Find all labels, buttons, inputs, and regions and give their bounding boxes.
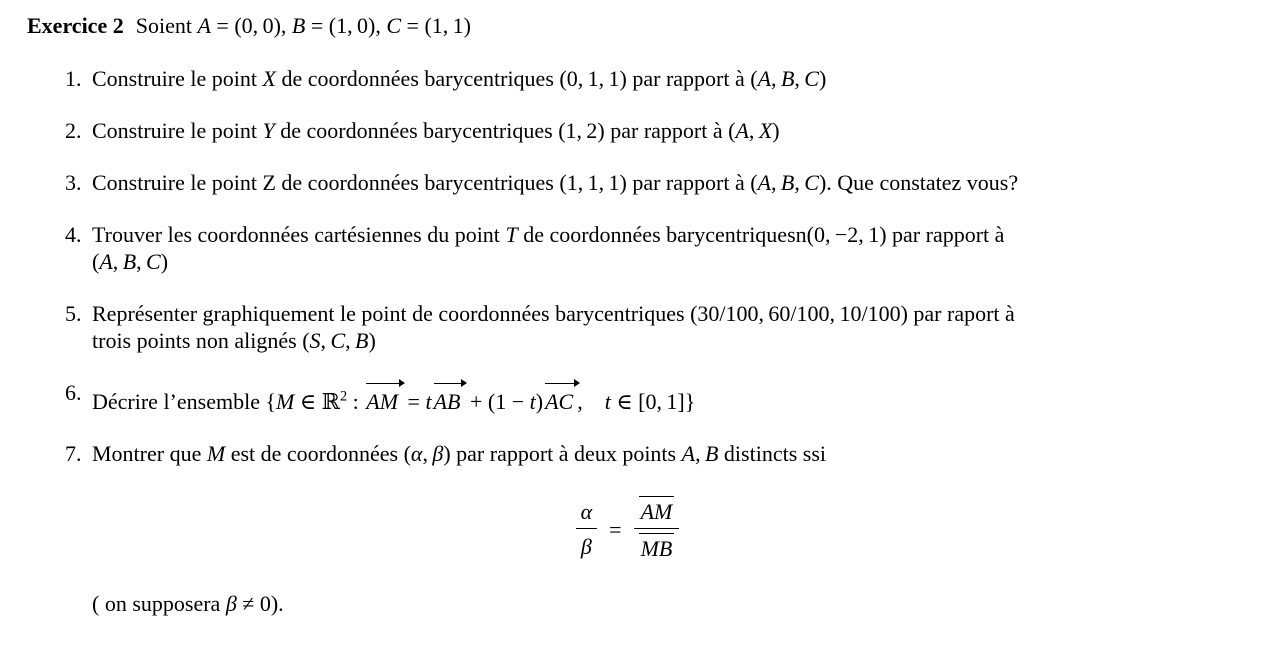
exercise-item-2: [65, 117, 1235, 144]
displayed-equation: [65, 496, 1190, 562]
item-text: Montrer que M est de coordonnées (α, β) par rapport à deux points A, B distincts ssi: [92, 441, 826, 466]
exercise-title: Exercice 2: [27, 13, 124, 38]
vector-arrow-notation: AM: [365, 388, 401, 415]
header-statement: Soient A = (0, 0), B = (1, 0), C = (1, 1): [135, 13, 471, 38]
exercise-item-5: [65, 300, 1235, 354]
item-text: Construire le point X de coordonnées barycentriques (0, 1, 1) par rapport à (A, B, C): [92, 66, 827, 91]
superscript: 2: [339, 388, 348, 405]
exercise-item-1: [65, 65, 1235, 92]
exercise-list: [65, 65, 1235, 467]
fraction-numerator-am: [634, 496, 680, 529]
item-number: 2.: [65, 118, 82, 143]
assumption-note: ( on supposera β ≠ 0).: [92, 591, 284, 616]
item-number: 4.: [65, 222, 82, 247]
fraction-denominator-beta: β: [580, 534, 592, 559]
item-number: 3.: [65, 170, 82, 195]
item-number: 6.: [65, 380, 82, 405]
overlined-mb: MB: [639, 533, 675, 562]
exercise-header: [27, 12, 1235, 39]
fraction-am-over-mb: [634, 496, 680, 562]
item-number: 1.: [65, 66, 82, 91]
fraction-denominator-mb: [634, 529, 680, 562]
item-number: 5.: [65, 301, 82, 326]
exercise-item-3: [65, 169, 1235, 196]
item-text: Construire le point Y de coordonnées barycentriques (1, 2) par rapport à (A, X): [92, 118, 780, 143]
exercise-item-7: [65, 440, 1235, 467]
equals-sign: =: [609, 516, 622, 542]
overlined-am: AM: [639, 496, 675, 525]
item-text: Construire le point Z de coordonnées barycentriques (1, 1, 1) par rapport à (A, B, C). Que constatez vous?: [92, 170, 1019, 195]
item-text: Décrire l’ensemble {M ∈ ℝ$^2$ : AM = tAB + (1 − t)AC , t ∈ [0, 1]}: [92, 388, 696, 414]
vector-arrow-notation: AB: [433, 388, 464, 415]
exercise-item-4: [65, 221, 1235, 275]
item-number: 7.: [65, 441, 82, 466]
exercise-item-6: [65, 379, 1235, 415]
fraction-numerator-alpha: α: [576, 498, 598, 529]
vector-arrow-notation: AC: [544, 388, 576, 415]
fraction-alpha-over-beta: [576, 498, 598, 560]
item-text: Représenter graphiquement le point de coordonnées barycentriques (30/100, 60/100, 10/100) par raport à trois points non alignés (S, C, B): [92, 301, 1015, 353]
item-text: Trouver les coordonnées cartésiennes du point T de coordonnées barycentriquesn(0, −2, 1) par rapport à (A, B, C): [92, 222, 1005, 274]
